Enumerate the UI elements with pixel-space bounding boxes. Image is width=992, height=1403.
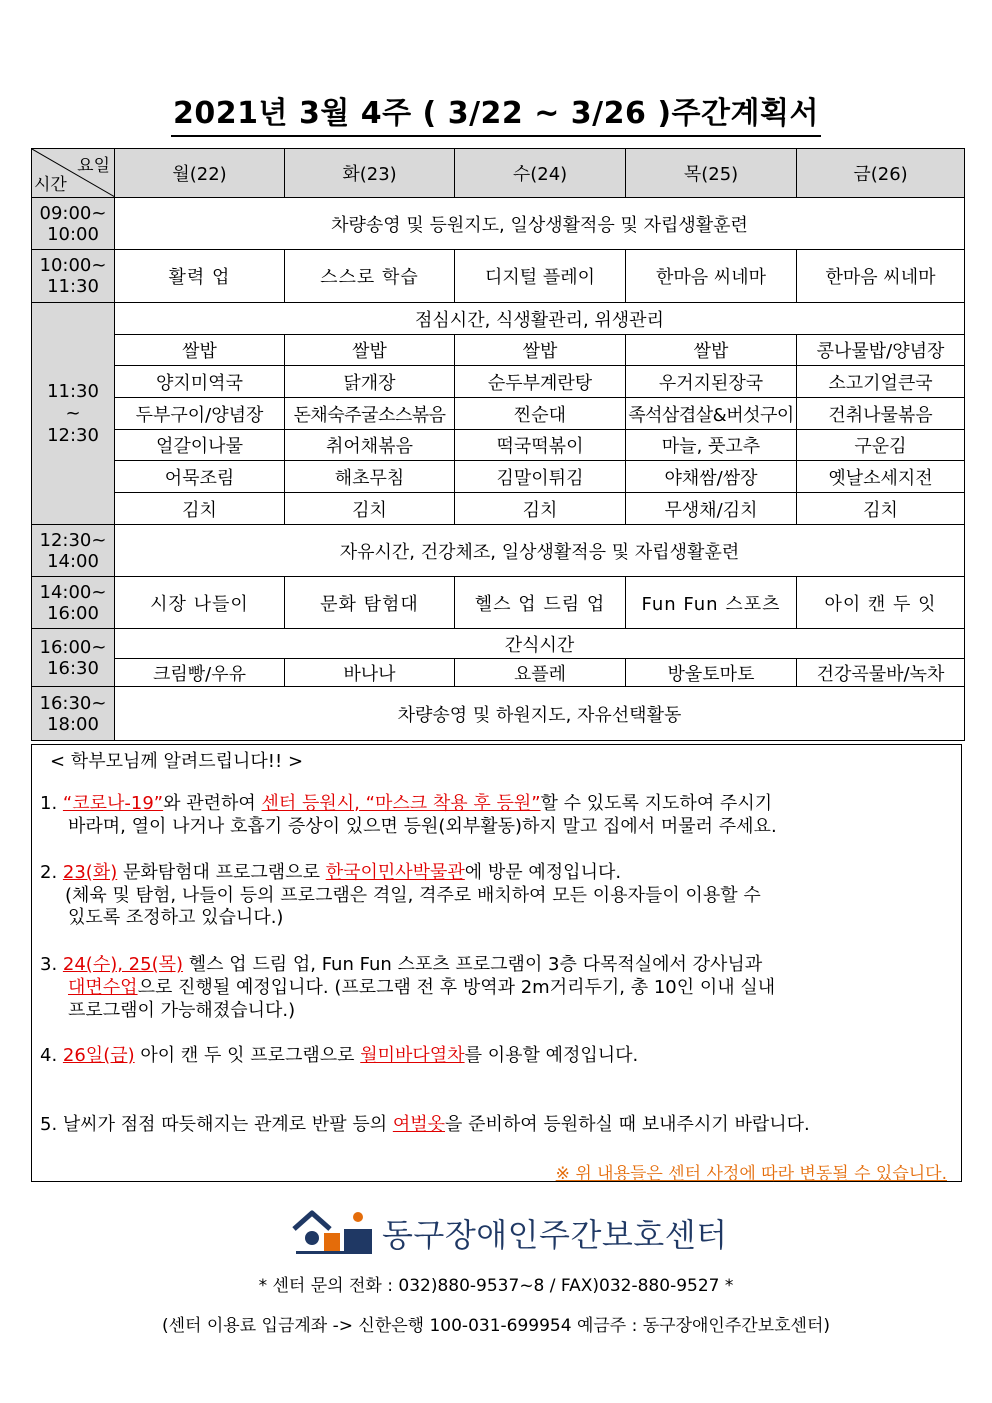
menu-row [32,461,965,493]
time-cell: 16:30~ 18:00 [32,687,115,741]
menu-item: 김치 [285,493,455,525]
day-mon: 월(22) [115,149,285,198]
menu-row [32,335,965,366]
day-tue: 화(23) [285,149,455,198]
parent-notice-box [31,744,962,1182]
menu-item: 김말이튀김 [455,461,626,493]
notice-item-4: 4. 26일(금) 아이 캔 두 잇 프로그램으로 월미바다열차를 이용할 예정입니다. [40,1045,639,1066]
notice-item-3-cont: 대면수업으로 진행될 예정입니다. (프로그램 전 후 방역과 2m거리두기, 총 10인 이내 실내 [68,977,776,998]
time-cell: 12:30~ 14:00 [32,525,115,577]
menu-item: 건취나물볶음 [797,398,965,430]
time-cell: 10:00~ 11:30 [32,250,115,303]
document-title: 2021년 3월 4주 ( 3/22 ~ 3/26 )주간계획서 [0,94,992,137]
day-thu: 목(25) [626,149,797,198]
slot-1130-header [32,303,965,335]
notice-item-5: 5. 날씨가 점점 따듯해지는 관계로 반팔 등의 여벌옷을 준비하여 등원하실 때 보내주시기 바랍니다. [40,1114,810,1135]
day-fri: 금(26) [797,149,965,198]
snack-item: 건강곡물바/녹차 [797,659,965,687]
weekly-schedule-table [31,148,965,741]
notice-item-2-cont: (체육 및 탐험, 나들이 등의 프로그램은 격일, 격주로 배치하여 모든 이용자들이 이용할 수 [65,885,761,906]
slot-1400 [32,577,965,629]
activity-cell: 활력 업 [115,250,285,303]
snack-item: 바나나 [285,659,455,687]
slot-1600-header [32,629,965,659]
menu-item: 쌀밥 [115,335,285,366]
menu-item: 쌀밥 [455,335,626,366]
menu-item: 김치 [797,493,965,525]
activity-cell: 한마음 씨네마 [797,250,965,303]
center-name: 동구장애인주간보호센터 [382,1216,728,1254]
menu-item: 쌀밥 [285,335,455,366]
notice-item-1-cont: 바라며, 열이 나거나 호흡기 증상이 있으면 등원(외부활동)하지 말고 집에서 머물러 주세요. [68,816,777,837]
menu-item: 얼갈이나물 [115,430,285,461]
activity-cell: 자유시간, 건강체조, 일상생활적응 및 자립생활훈련 [115,525,965,577]
menu-row [32,366,965,398]
time-cell: 14:00~ 16:00 [32,577,115,629]
snack-item: 방울토마토 [626,659,797,687]
menu-item: 두부구이/양념장 [115,398,285,430]
menu-item: 소고기얼큰국 [797,366,965,398]
menu-item: 김치 [455,493,626,525]
menu-item: 양지미역국 [115,366,285,398]
notice-item-3-cont: 프로그램이 가능해졌습니다.) [68,1000,296,1021]
notice-item-1: 1. “코로나-19”와 관련하여 센터 등원시, “마스크 착용 후 등원”할 수 있도록 지도하여 주시기 [40,793,773,814]
menu-row [32,493,965,525]
day-wed: 수(24) [455,149,626,198]
activity-cell: Fun Fun 스포츠 [626,577,797,629]
activity-cell: 스스로 학습 [285,250,455,303]
menu-item: 야채쌈/쌈장 [626,461,797,493]
menu-item: 취어채볶음 [285,430,455,461]
menu-item: 우거지된장국 [626,366,797,398]
activity-cell: 디지털 플레이 [455,250,626,303]
activity-cell: 시장 나들이 [115,577,285,629]
lunch-header: 점심시간, 식생활관리, 위생관리 [115,303,965,335]
activity-cell: 차량송영 및 하원지도, 자유선택활동 [115,687,965,741]
time-cell: 11:30 ~ 12:30 [32,303,115,525]
menu-item: 닭개장 [285,366,455,398]
menu-item: 어묵조림 [115,461,285,493]
menu-item: 무생채/김치 [626,493,797,525]
menu-row [32,430,965,461]
slot-1630 [32,687,965,741]
menu-item: 찐순대 [455,398,626,430]
notice-item-2-cont: 있도록 조정하고 있습니다.) [68,907,284,928]
center-logo-icon [290,1207,376,1257]
slot-1000 [32,250,965,303]
notice-item-3: 3. 24(수), 25(목) 헬스 업 드림 업, Fun Fun 스포츠 프로그램이 3층 다목적실에서 강사님과 [40,954,763,975]
menu-item: 돈채숙주굴소스볶음 [285,398,455,430]
time-cell: 16:00~ 16:30 [32,629,115,687]
menu-row [32,398,965,430]
time-cell: 09:00~ 10:00 [32,198,115,250]
menu-item: 김치 [115,493,285,525]
menu-item: 콩나물밥/양념장 [797,335,965,366]
menu-item: 순두부계란탕 [455,366,626,398]
snack-item: 크림빵/우유 [115,659,285,687]
activity-cell: 한마음 씨네마 [626,250,797,303]
contact-info: * 센터 문의 전화 : 032)880-9537~8 / FAX)032-880-9527 * [258,1276,734,1296]
slot-0900 [32,198,965,250]
activity-cell: 문화 탐험대 [285,577,455,629]
menu-item: 해초무침 [285,461,455,493]
activity-cell: 아이 캔 두 잇 [797,577,965,629]
menu-item: 구운김 [797,430,965,461]
header-row [32,149,965,198]
account-info: (센터 이용료 입금계좌 -> 신한은행 100-031-699954 예금주 : 동구장애인주간보호센터) [161,1316,831,1336]
notice-item-2: 2. 23(화) 문화탐험대 프로그램으로 한국이민사박물관에 방문 예정입니다. [40,862,622,883]
menu-item: 떡국떡볶이 [455,430,626,461]
menu-item: 쌀밥 [626,335,797,366]
menu-item: 마늘, 풋고추 [626,430,797,461]
slot-1230 [32,525,965,577]
change-notice: ※ 위 내용들은 센터 사정에 따라 변동될 수 있습니다. [555,1164,947,1184]
menu-item: 옛날소세지전 [797,461,965,493]
snack-item: 요플레 [455,659,626,687]
activity-cell: 차량송영 및 등원지도, 일상생활적응 및 자립생활훈련 [115,198,965,250]
menu-item: 족석삼겹살&버섯구이 [626,398,797,430]
notice-heading: < 학부모님께 알려드립니다!! > [50,751,304,772]
snack-header: 간식시간 [115,629,965,659]
snack-row [32,659,965,687]
corner-cell: 요일 시간 [32,149,115,198]
activity-cell: 헬스 업 드림 업 [455,577,626,629]
